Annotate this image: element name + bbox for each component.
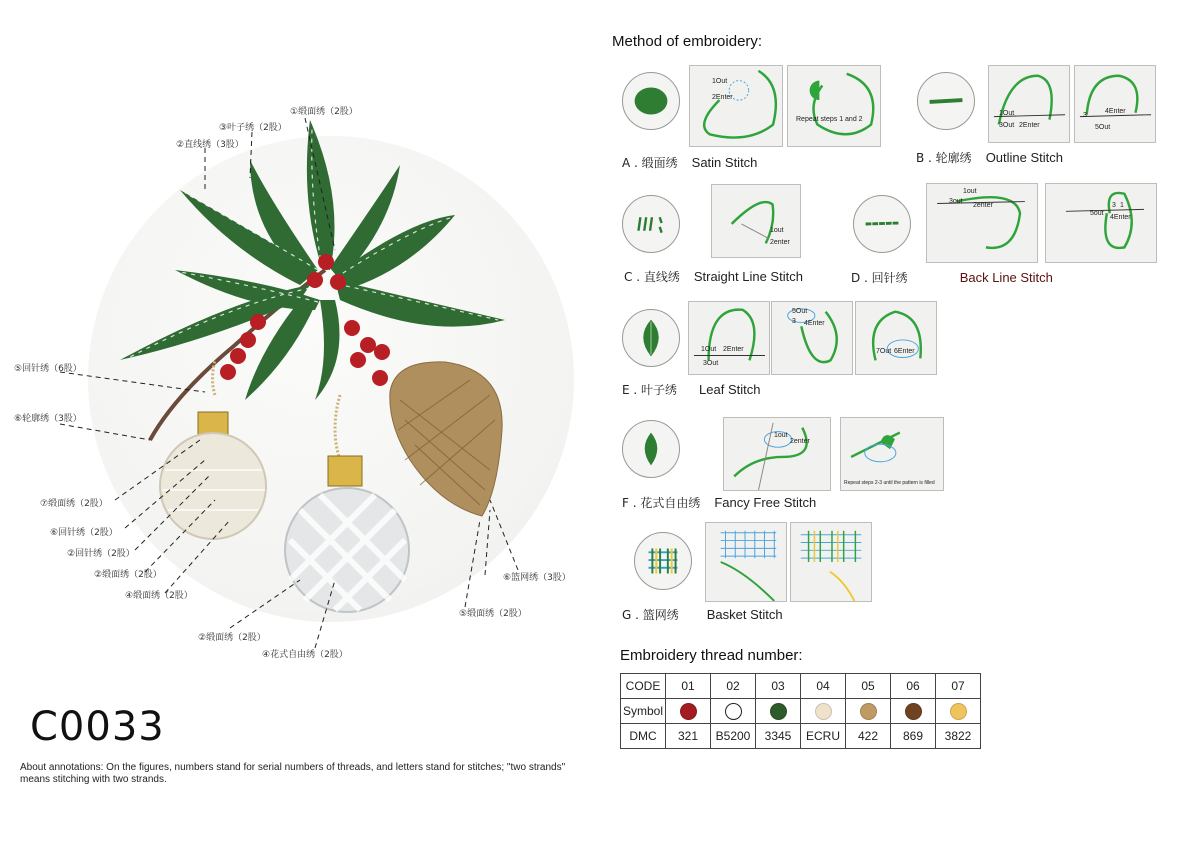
- satin-en: Satin Stitch: [691, 155, 758, 170]
- holly-leaves: [120, 120, 505, 400]
- leaf-stitch-label: [622, 381, 760, 398]
- thread-table: [620, 673, 981, 749]
- leaf-label-4enter: 4Enter: [804, 320, 825, 327]
- basket-stitch-step-2: [790, 522, 872, 602]
- backline-label-3: 3: [1112, 202, 1116, 209]
- annotation-5-left: ⑤回针绣（6股）: [14, 364, 82, 374]
- thread-symbol-dot: [725, 703, 742, 720]
- straight-en: Straight Line Stitch: [693, 269, 803, 284]
- annotation-6-left: ⑥轮廓绣（3股）: [14, 414, 82, 424]
- code-cell: 02: [711, 674, 756, 699]
- satin-stitch-step-1: [689, 65, 783, 147]
- fancy-stitch-sample: [622, 420, 680, 478]
- dmc-cell: 3345: [756, 724, 801, 749]
- thread-symbol-dot: [770, 703, 787, 720]
- leaf-en: Leaf Stitch: [699, 382, 761, 397]
- code-cell: 06: [891, 674, 936, 699]
- ornament-left: [160, 433, 266, 539]
- code-cell: 05: [846, 674, 891, 699]
- code-cell: 07: [936, 674, 981, 699]
- fancy-cn: F . 花式自由绣: [622, 496, 701, 510]
- straight-label-1out: 1out: [770, 227, 784, 234]
- satin-label-1out: 1Out: [712, 78, 728, 85]
- leaf-label-5out: 5Out: [792, 308, 808, 315]
- dmc-cell: 422: [846, 724, 891, 749]
- outline-cn: B . 轮廓绣: [916, 151, 972, 165]
- satin-label-2enter: 2Enter: [712, 94, 733, 101]
- thread-symbol-dot: [950, 703, 967, 720]
- outline-stitch-label: [916, 149, 1063, 166]
- annotation-2c: ②缎面绣（2股）: [94, 570, 162, 580]
- straight-stitch-label: [624, 268, 803, 285]
- outline-label-2enter: 2Enter: [1019, 122, 1040, 129]
- leaf-stitch-step-1: [688, 301, 770, 375]
- dmc-cell: ECRU: [801, 724, 846, 749]
- code-header: CODE: [621, 674, 666, 699]
- fancy-label-2enter: 2enter: [790, 438, 810, 445]
- backline-label-3out: 3out: [949, 198, 963, 205]
- outline-label-4enter: 4Enter: [1105, 108, 1126, 115]
- backline-stitch-sample: [853, 195, 911, 253]
- satin-stitch-sample: [622, 72, 680, 130]
- leaf-label-7out: 7Out: [876, 348, 892, 355]
- fancy-label-1out: 1out: [774, 432, 788, 439]
- backline-stitch-step-2: [1045, 183, 1157, 263]
- satin-stitch-step-2: [787, 65, 881, 147]
- leaf-stitch-step-3: [855, 301, 937, 375]
- outline-label-5out: 5Out: [1095, 124, 1111, 131]
- straight-stitch-sample: [622, 195, 680, 253]
- ornament-cap-middle: [328, 456, 362, 486]
- satin-stitch-label: [622, 154, 757, 171]
- annotation-6-right: ⑥篮网绣（3股）: [503, 573, 571, 583]
- straight-stitch-step: [711, 184, 801, 258]
- annotation-3: ③叶子绣（2股）: [219, 123, 287, 133]
- thread-symbol-dot: [680, 703, 697, 720]
- leaf-label-3out: 3Out: [703, 360, 719, 367]
- outline-label-3out: 3Out: [999, 122, 1015, 129]
- product-code: C0033: [30, 704, 165, 750]
- fancy-stitch-label: [622, 494, 816, 511]
- annotation-4: ④缎面绣（2股）: [125, 591, 193, 601]
- dmc-cell: 321: [666, 724, 711, 749]
- annotation-5-right: ⑤缎面绣（2股）: [459, 609, 527, 619]
- annotation-1: ①缎面绣（2股）: [290, 107, 358, 117]
- basket-cn: G . 篮网绣: [622, 608, 679, 622]
- outline-en: Outline Stitch: [985, 150, 1064, 165]
- thread-title: Embroidery thread number:: [620, 647, 803, 664]
- dmc-cell: B5200: [711, 724, 756, 749]
- thread-code-row: [621, 674, 981, 699]
- annotation-2: ②直线绣（3股）: [176, 140, 244, 150]
- leaf-stitch-sample: [622, 309, 680, 367]
- fancy-stitch-step-1: [723, 417, 831, 491]
- outline-label-1out: 1Out: [999, 110, 1015, 117]
- annotation-2b: ②回针绣（2股）: [67, 549, 135, 559]
- leaf-stitch-step-2: [771, 301, 853, 375]
- code-cell: 04: [801, 674, 846, 699]
- annotation-4b: ④花式自由绣（2股）: [262, 650, 348, 660]
- backline-label-1out: 1out: [963, 188, 977, 195]
- thread-symbol-dot: [815, 703, 832, 720]
- basket-en: Basket Stitch: [706, 607, 783, 622]
- leaf-label-2enter: 2Enter: [723, 346, 744, 353]
- annotation-6b: ⑥回针绣（2股）: [50, 528, 118, 538]
- backline-label-4enter: 4Enter: [1110, 214, 1131, 221]
- backline-stitch-step-1: [926, 183, 1038, 263]
- leaf-label-3: 3: [792, 318, 796, 325]
- code-cell: 01: [666, 674, 711, 699]
- backline-label-5out: 5out: [1090, 210, 1104, 217]
- basket-stitch-step-1: [705, 522, 787, 602]
- thread-symbol-dot: [905, 703, 922, 720]
- symbol-header: Symbol: [621, 699, 666, 724]
- dmc-header: DMC: [621, 724, 666, 749]
- thread-symbol-dot: [860, 703, 877, 720]
- satin-cn: A . 缎面绣: [622, 156, 678, 170]
- outline-label-3: 3: [1083, 112, 1087, 119]
- pine-cone: [390, 362, 502, 516]
- annotation-7: ⑦缎面绣（2股）: [40, 499, 108, 509]
- leaf-label-6enter: 6Enter: [894, 348, 915, 355]
- outline-stitch-step-2: [1074, 65, 1156, 143]
- straight-label-2enter: 2enter: [770, 239, 790, 246]
- thread-dmc-row: [621, 724, 981, 749]
- dmc-cell: 3822: [936, 724, 981, 749]
- leaf-cn: E . 叶子绣: [622, 383, 678, 397]
- leaf-label-1out: 1Out: [701, 346, 717, 353]
- backline-en: Back Line Stitch: [959, 270, 1053, 285]
- backline-stitch-label: [851, 269, 1053, 286]
- straight-cn: C . 直线绣: [624, 270, 680, 284]
- outline-stitch-sample: [917, 72, 975, 130]
- about-annotations-text: About annotations: On the figures, numbers stand for serial numbers of threads, and letters stand for stitches; "two strands" means stitching with two strands.: [20, 762, 566, 785]
- fancy-label-repeat: Repeat steps 2-3 until the pattern is filled: [844, 480, 935, 486]
- method-title: Method of embroidery:: [612, 33, 763, 50]
- code-cell: 03: [756, 674, 801, 699]
- annotation-2d: ②缎面绣（2股）: [198, 633, 266, 643]
- basket-stitch-sample: [634, 532, 692, 590]
- outline-stitch-step-1: [988, 65, 1070, 143]
- fancy-en: Fancy Free Stitch: [714, 495, 817, 510]
- fancy-stitch-step-2: [840, 417, 944, 491]
- dmc-cell: 869: [891, 724, 936, 749]
- backline-cn: D . 回针绣: [851, 271, 908, 285]
- satin-label-repeat: Repeat steps 1 and 2: [796, 116, 863, 123]
- backline-label-1: 1: [1120, 202, 1124, 209]
- backline-label-2enter: 2enter: [973, 202, 993, 209]
- basket-stitch-label: [622, 606, 783, 623]
- thread-symbol-row: [621, 699, 981, 724]
